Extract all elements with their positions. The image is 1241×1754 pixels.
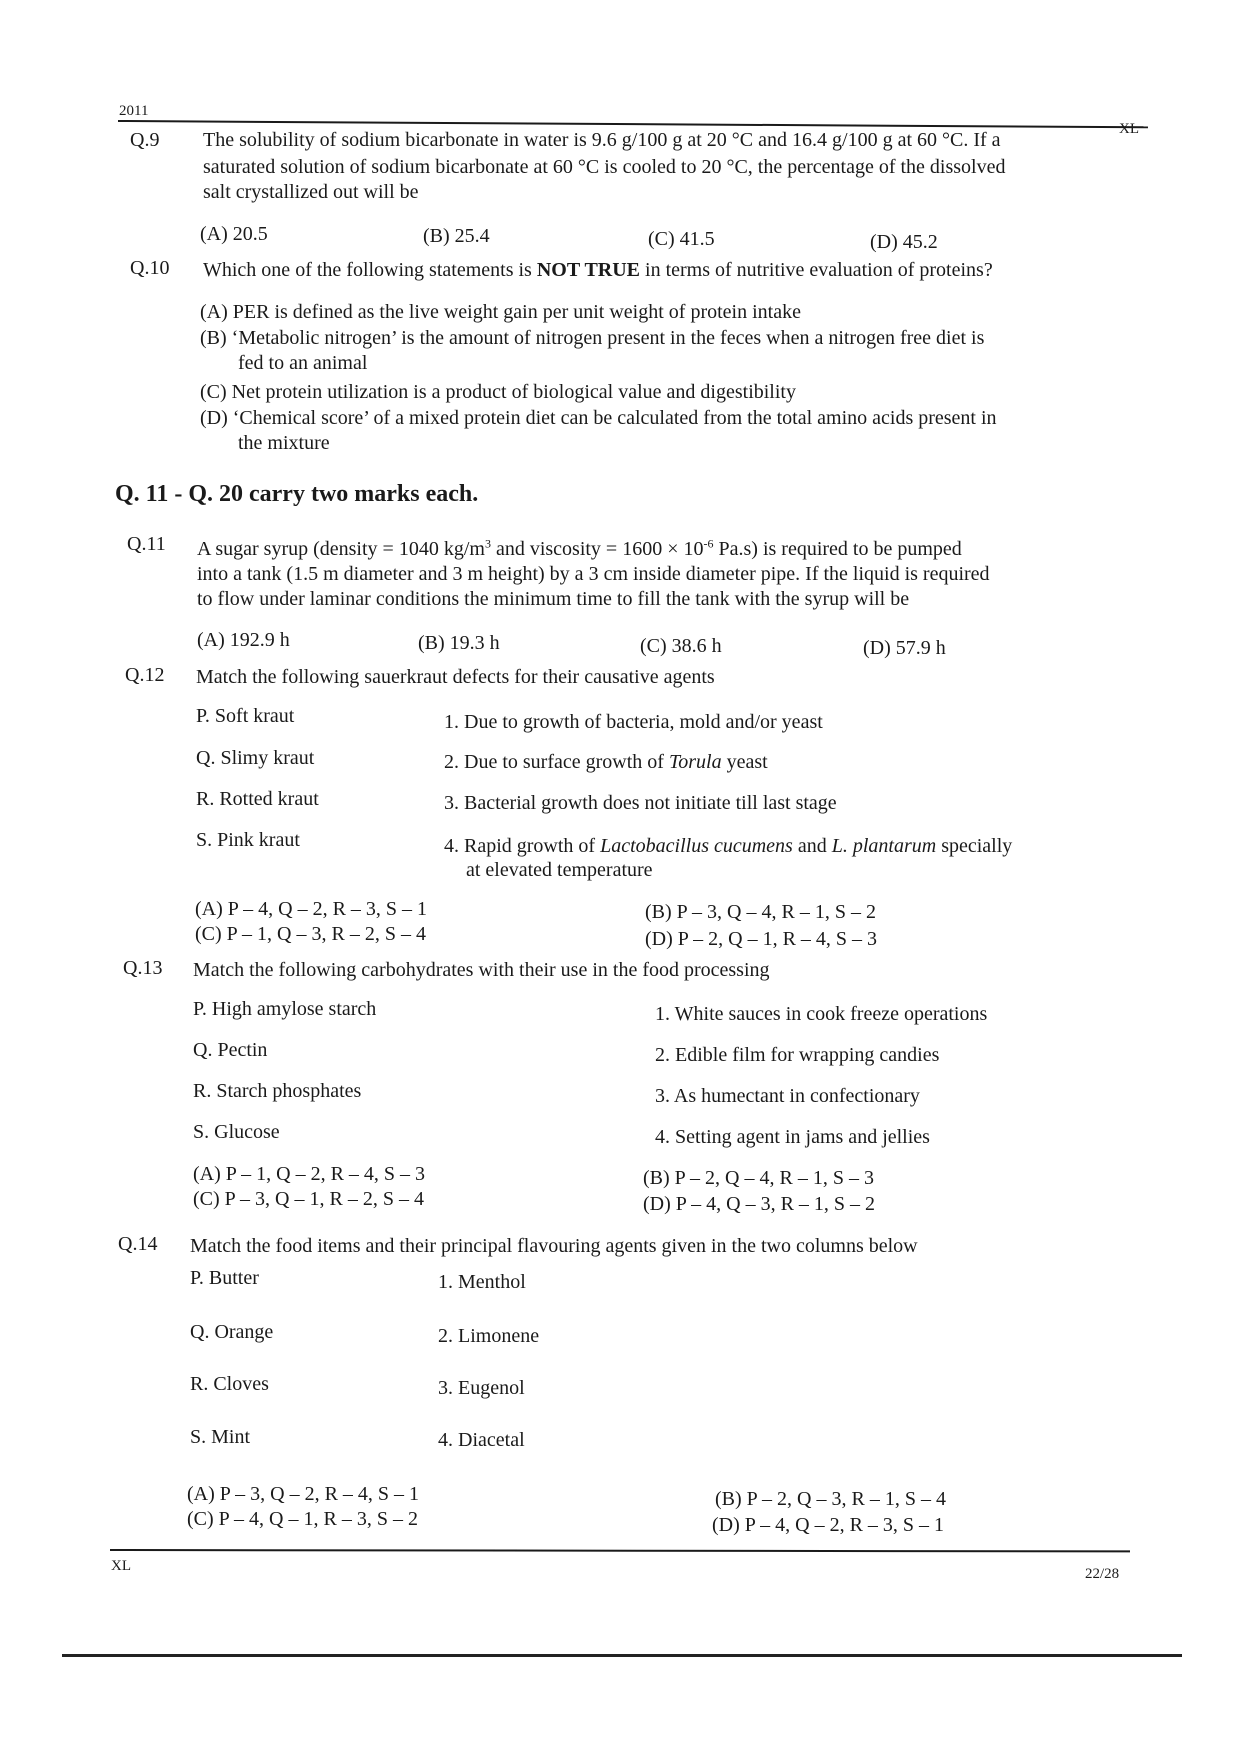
q12-option-b: (B) P – 3, Q – 4, R – 1, S – 2 [645,901,876,923]
q12-right-3: 3. Bacterial growth does not initiate till last stage [444,792,837,814]
q11-line-2: into a tank (1.5 m diameter and 3 m height) by a 3 cm inside diameter pipe. If the liquid is required [197,563,990,585]
q12-right-2-italic: Torula [668,751,722,773]
q12-left-q: Q. Slimy kraut [196,747,315,769]
q11-number: Q.11 [127,533,166,555]
q11-option-d: (D) 57.9 h [863,637,946,659]
header-rule [118,120,1148,128]
q12-right-4-italic-2: L. plantarum [831,835,937,857]
q13-option-c: (C) P – 3, Q – 1, R – 2, S – 4 [193,1188,424,1210]
q13-right-4: 4. Setting agent in jams and jellies [655,1126,930,1148]
q10-option-c: (C) Net protein utilization is a product of biological value and digestibility [200,381,796,403]
q9-number: Q.9 [130,129,160,151]
section-heading: Q. 11 - Q. 20 carry two marks each. [115,481,479,507]
q10-number: Q.10 [130,257,170,279]
q13-left-s: S. Glucose [193,1121,280,1143]
q12-right-4-b: and [792,835,832,857]
q13-right-3: 3. As humectant in confectionary [655,1085,920,1107]
q10-stem [203,258,993,282]
footer-rule [110,1549,1130,1552]
q10-stem-post: in terms of nutritive evaluation of proteins? [640,259,993,281]
q10-option-d-line-1: (D) ‘Chemical score’ of a mixed protein diet can be calculated from the total amino acids present in [200,407,997,429]
q13-stem: Match the following carbohydrates with their use in the food processing [193,959,770,981]
footer-page: 22/28 [1085,1566,1120,1582]
q14-option-c: (C) P – 4, Q – 1, R – 3, S – 2 [187,1508,418,1530]
q13-option-b: (B) P – 2, Q – 4, R – 1, S – 3 [643,1167,874,1189]
q13-option-d: (D) P – 4, Q – 3, R – 1, S – 2 [643,1193,876,1215]
q10-option-d-line-2: the mixture [238,432,330,454]
footer-code: XL [111,1558,131,1574]
q11-line-1-b: and viscosity = 1600 × 10 [490,538,704,560]
q13-left-r: R. Starch phosphates [193,1080,362,1102]
q9-option-c: (C) 41.5 [648,228,715,250]
q12-left-s: S. Pink kraut [196,829,300,851]
q10-option-b-line-1: (B) ‘Metabolic nitrogen’ is the amount of nitrogen present in the feces when a nitrogen free diet is [200,327,985,349]
q12-right-2-a: 2. Due to surface growth of [444,751,669,773]
q12-option-c: (C) P – 1, Q – 3, R – 2, S – 4 [195,923,426,945]
q14-left-r: R. Cloves [190,1373,269,1395]
q10-stem-pre: Which one of the following statements is [203,259,537,281]
q12-option-d: (D) P – 2, Q – 1, R – 4, S – 3 [645,928,878,950]
q10-stem-emphasis: NOT TRUE [536,259,641,281]
q14-left-s: S. Mint [190,1426,251,1448]
q14-left-q: Q. Orange [190,1321,274,1343]
q10-option-a: (A) PER is defined as the live weight gain per unit weight of protein intake [200,301,801,323]
q14-option-a: (A) P – 3, Q – 2, R – 4, S – 1 [187,1483,420,1505]
q12-right-4-c: specially [936,835,1013,857]
q12-stem: Match the following sauerkraut defects for their causative agents [196,666,715,688]
q11-line-1-sup-2: -6 [703,536,714,551]
q9-line-2: saturated solution of sodium bicarbonate at 60 °C is cooled to 20 °C, the percentage of the dissolved [203,156,1006,178]
header-year: 2011 [119,103,149,119]
q12-left-r: R. Rotted kraut [196,788,319,810]
q12-right-2 [444,750,768,774]
q12-right-1: 1. Due to growth of bacteria, mold and/or yeast [444,711,823,733]
q11-option-c: (C) 38.6 h [640,635,722,657]
q9-option-b: (B) 25.4 [423,225,490,247]
q12-right-4-a: 4. Rapid growth of [444,835,601,857]
q11-option-a: (A) 192.9 h [197,629,290,651]
q9-line-1: The solubility of sodium bicarbonate in water is 9.6 g/100 g at 20 °C and 16.4 g/100 g at 60 °C. If a [203,129,1001,151]
q11-option-b: (B) 19.3 h [418,632,500,654]
q14-option-d: (D) P – 4, Q – 2, R – 3, S – 1 [712,1514,945,1536]
q12-left-p: P. Soft kraut [196,705,295,727]
q12-option-a: (A) P – 4, Q – 2, R – 3, S – 1 [195,898,428,920]
q9-option-a: (A) 20.5 [200,223,268,245]
q13-left-q: Q. Pectin [193,1039,268,1061]
q12-number: Q.12 [125,664,165,686]
q14-right-4: 4. Diacetal [438,1429,525,1451]
header-code: XL [1119,121,1139,137]
q14-number: Q.14 [118,1233,158,1255]
q14-right-3: 3. Eugenol [438,1377,525,1399]
q13-right-1: 1. White sauces in cook freeze operations [655,1003,988,1025]
q11-line-3: to flow under laminar conditions the minimum time to fill the tank with the syrup will be [197,588,910,610]
q14-option-b: (B) P – 2, Q – 3, R – 1, S – 4 [715,1488,946,1510]
q14-stem: Match the food items and their principal flavouring agents given in the two columns below [190,1235,918,1257]
q9-line-3: salt crystallized out will be [203,181,419,203]
q11-line-1-sup-1: 3 [484,536,491,551]
q14-right-1: 1. Menthol [438,1271,526,1293]
q11-line-1-a: A sugar syrup (density = 1040 kg/m [197,538,485,560]
q14-left-p: P. Butter [190,1267,259,1289]
q11-line-1 [197,537,962,561]
q13-right-2: 2. Edible film for wrapping candies [655,1044,940,1066]
q9-option-d: (D) 45.2 [870,231,938,253]
q14-right-2: 2. Limonene [438,1325,540,1347]
q10-option-b-line-2: fed to an animal [238,352,368,374]
q13-left-p: P. High amylose starch [193,998,377,1020]
q12-right-2-b: yeast [721,751,768,773]
q13-number: Q.13 [123,957,163,979]
q12-right-4 [444,834,1012,858]
q12-right-4-italic-1: Lactobacillus cucumens [600,835,793,857]
q12-right-4-line-2: at elevated temperature [466,859,653,881]
q13-option-a: (A) P – 1, Q – 2, R – 4, S – 3 [193,1163,426,1185]
q11-line-1-c: Pa.s) is required to be pumped [713,538,962,560]
scan-edge-line [62,1654,1182,1657]
